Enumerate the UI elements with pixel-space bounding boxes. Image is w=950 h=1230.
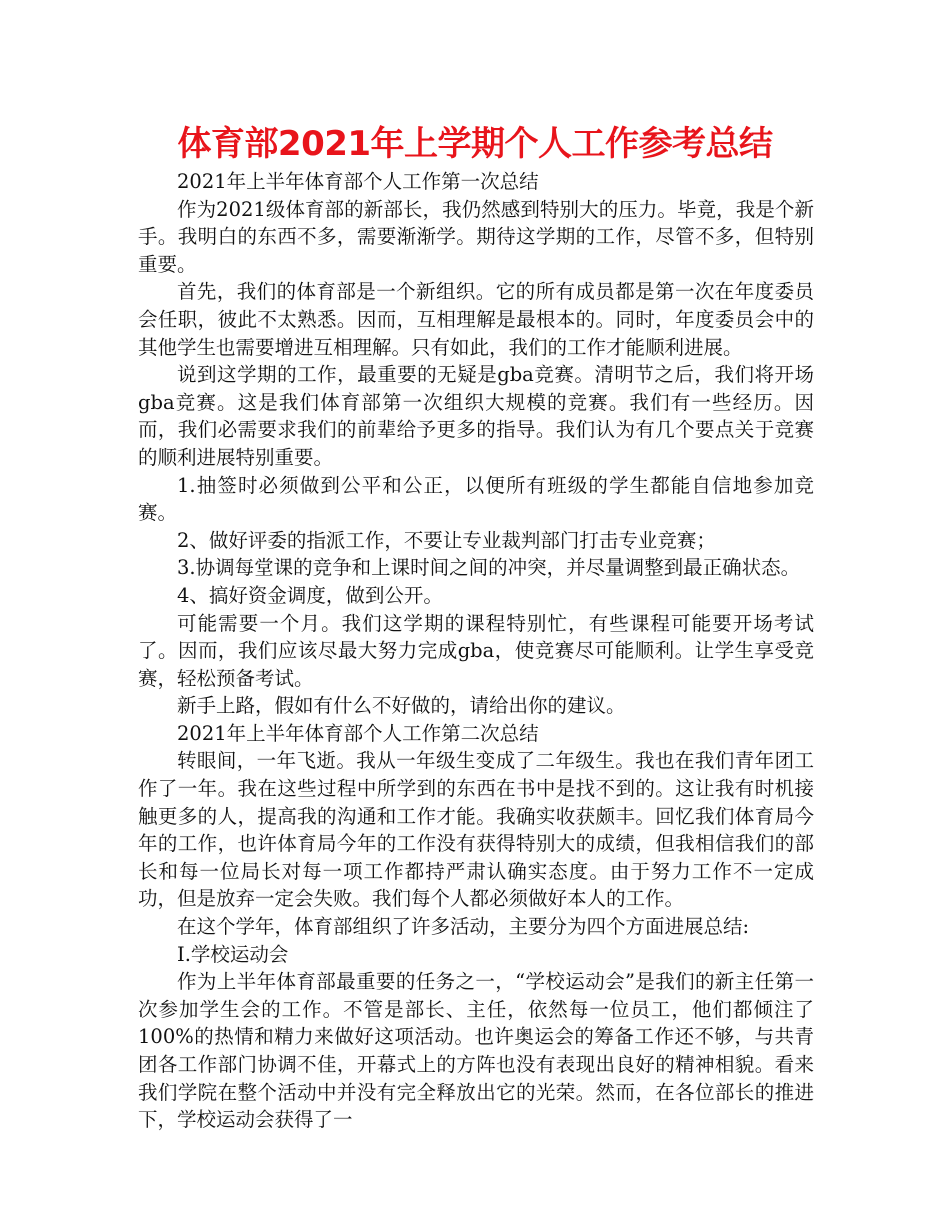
paragraph: 2、做好评委的指派工作，不要让专业裁判部门打击专业竞赛；	[177, 528, 716, 552]
paragraph: 3.协调每堂课的竞争和上课时间之间的冲突，并尽量调整到最正确状态。	[177, 556, 801, 580]
paragraph: 首先，我们的体育部是一个新组织。它的所有成员都是第一次在年度委员会任职，彼此不太熟悉。因而，互相理解是最根本的。同时，年度委员会中的其他学生也需要增进互相理解。只有如此，我们的工作才能顺利进展。	[138, 280, 814, 359]
paragraph: 1.抽签时必须做到公平和公正，以便所有班级的学生都能自信地参加竞赛。	[138, 473, 814, 525]
paragraph: 新手上路，假如有什么不好做的，请给出你的建议。	[177, 694, 626, 718]
paragraph: 4、搞好资金调度，做到公开。	[177, 583, 443, 607]
document-title: 体育部2021年上学期个人工作参考总结	[177, 124, 773, 164]
paragraph: 转眼间，一年飞逝。我从一年级生变成了二年级生。我也在我们青年团工作了一年。我在这些过程中所学到的东西在书中是找不到的。这让我有时机接触更多的人，提高我的沟通和工作才能。我确实收获颇丰。回忆我们体育局今年的工作，也许体育局今年的工作没有获得特别大的成绩，但我相信我们的部长和每一位局长对每一项工作都持严肃认确实态度。由于努力工作不一定成功，但是放弃一定会失败。我们每个人都必须做好本人的工作。	[138, 749, 814, 911]
paragraph: Ⅰ.学校运动会	[177, 942, 289, 966]
paragraph: 说到这学期的工作，最重要的无疑是gba竞赛。清明节之后，我们将开场gba竞赛。这是我们体育部第一次组织大规模的竞赛。我们有一些经历。因而，我们必需要求我们的前辈给予更多的指导。我们认为有几个要点关于竞赛的顺利进展特别重要。	[138, 363, 814, 469]
paragraph: 可能需要一个月。我们这学期的课程特别忙，有些课程可能要开场考试了。因而，我们应该尽最大努力完成gba，使竞赛尽可能顺利。让学生享受竞赛，轻松预备考试。	[138, 611, 814, 690]
paragraph: 2021年上半年体育部个人工作第一次总结	[177, 170, 539, 193]
paragraph: 作为2021级体育部的新部长，我仍然感到特别大的压力。毕竟，我是个新手。我明白的东西不多，需要渐渐学。期待这学期的工作，尽管不多，但特别重要。	[138, 197, 814, 276]
document-body	[138, 168, 814, 1134]
paragraph: 作为上半年体育部最重要的任务之一，“学校运动会”是我们的新主任第一次参加学生会的工作。不管是部长、主任，依然每一位员工，他们都倾注了100%的热情和精力来做好这项活动。也许奥运会的筹备工作还不够，与共青团各工作部门协调不佳，开幕式上的方阵也没有表现出良好的精神相貌。看来我们学院在整个活动中并没有完全释放出它的光荣。然而，在各位部长的推进下，学校运动会获得了一	[138, 970, 814, 1132]
paragraph: 2021年上半年体育部个人工作第二次总结	[177, 721, 539, 745]
paragraph: 在这个学年，体育部组织了许多活动，主要分为四个方面进展总结:	[177, 915, 750, 939]
